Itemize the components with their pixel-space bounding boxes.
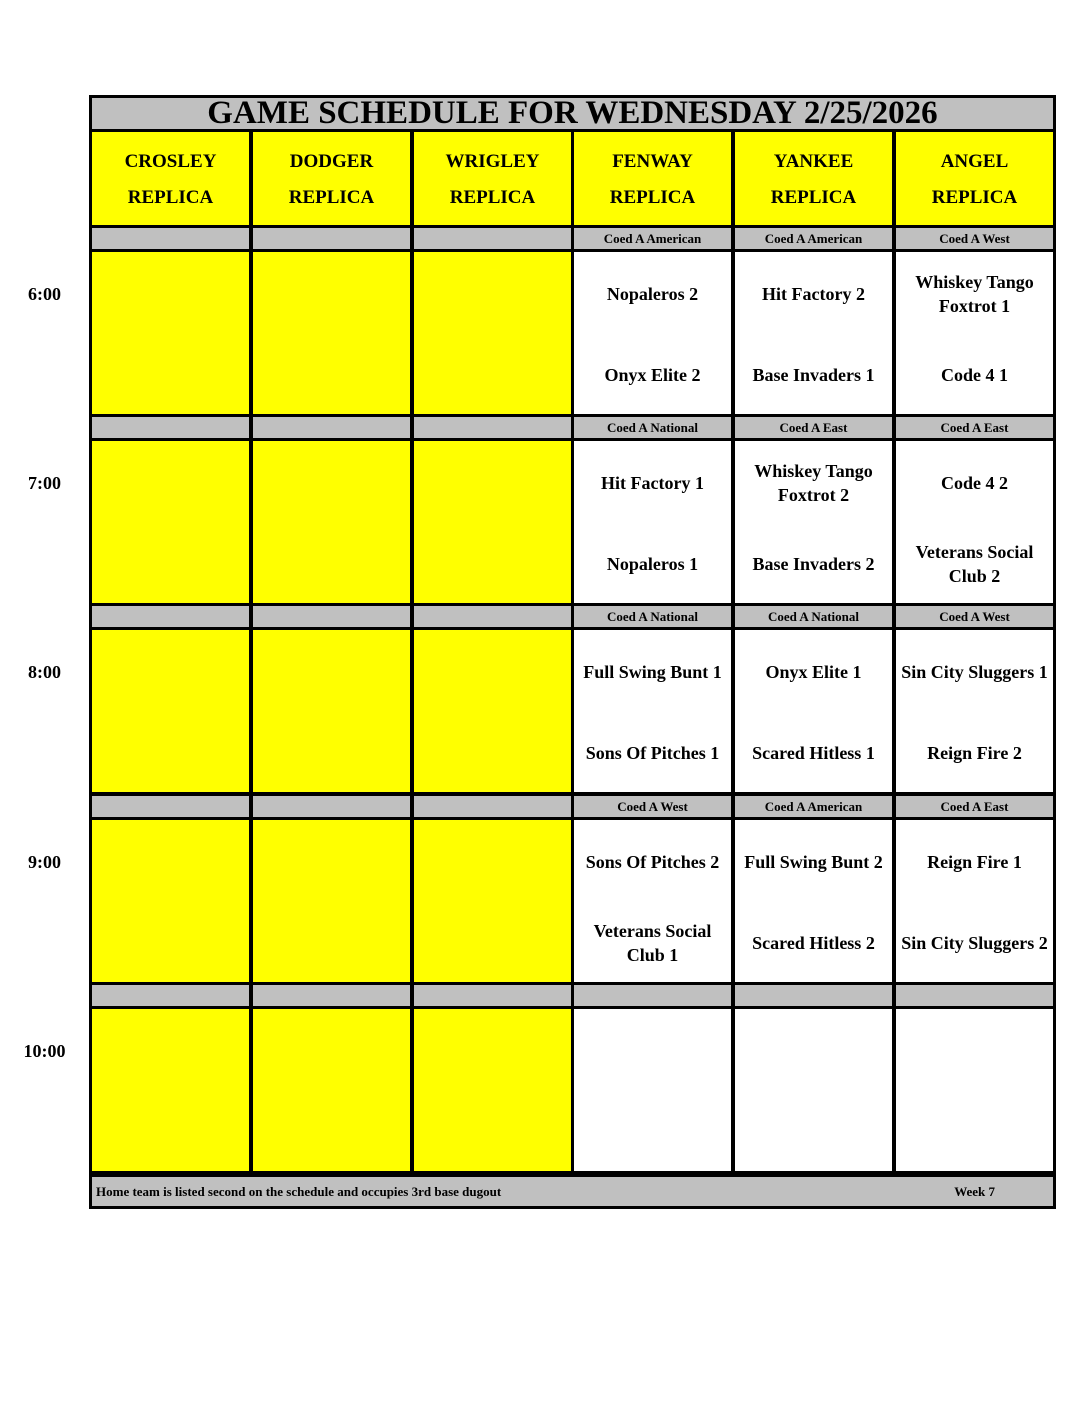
home-team — [574, 1093, 731, 1171]
division-label: Coed A West — [896, 606, 1053, 627]
division-label: Coed A National — [574, 417, 731, 438]
field-subtitle: REPLICA — [127, 187, 214, 208]
division-band — [253, 417, 410, 438]
unused-field-cell — [253, 820, 410, 982]
field-header-4 — [735, 132, 892, 225]
field-subtitle: REPLICA — [609, 187, 696, 208]
home-team: Scared Hitless 2 — [752, 933, 875, 953]
schedule-table — [89, 95, 1056, 1209]
division-band — [253, 606, 410, 627]
field-name: DODGER — [289, 151, 374, 172]
division-label: Coed A American — [574, 228, 731, 249]
footer-note: Home team is listed second on the schedule and occupies 3rd base dugout — [96, 1183, 502, 1199]
division-band — [92, 228, 249, 249]
field-name: ANGEL — [940, 151, 1009, 172]
game-cell — [735, 441, 892, 603]
away-team: Sin City Sluggers 1 — [901, 662, 1048, 682]
game-cell — [735, 1009, 892, 1171]
home-team: Code 4 1 — [941, 365, 1008, 385]
away-team — [735, 1009, 892, 1093]
home-team: Nopaleros 1 — [606, 554, 699, 574]
away-team: Code 4 2 — [941, 473, 1008, 493]
division-label: Coed A East — [735, 417, 892, 438]
home-team: Onyx Elite 2 — [604, 365, 701, 385]
week-label: Week 7 — [954, 1183, 995, 1199]
game-cell — [574, 252, 731, 414]
unused-field-cell — [253, 1009, 410, 1171]
away-team: Whiskey Tango Foxtrot 2 — [754, 461, 873, 505]
field-subtitle: REPLICA — [449, 187, 536, 208]
time-label: 6:00 — [28, 284, 61, 304]
field-name: WRIGLEY — [445, 151, 540, 172]
field-name: CROSLEY — [124, 151, 217, 172]
home-team: Sin City Sluggers 2 — [901, 933, 1048, 953]
division-label: Coed A East — [896, 417, 1053, 438]
division-band — [253, 796, 410, 817]
time-label: 8:00 — [28, 662, 61, 682]
field-header-0 — [92, 132, 249, 225]
game-cell — [896, 1009, 1053, 1171]
away-team: Reign Fire 1 — [927, 852, 1022, 872]
away-team: Sons Of Pitches 2 — [585, 852, 720, 872]
division-label — [896, 985, 1053, 1006]
unused-field-cell — [414, 441, 571, 603]
game-cell — [574, 1009, 731, 1171]
time-label: 10:00 — [23, 1041, 66, 1061]
unused-field-cell — [92, 630, 249, 792]
unused-field-cell — [92, 820, 249, 982]
unused-field-cell — [92, 252, 249, 414]
home-team: Base Invaders 1 — [752, 365, 875, 385]
home-team — [896, 1093, 1053, 1171]
away-team: Onyx Elite 1 — [765, 662, 862, 682]
unused-field-cell — [253, 441, 410, 603]
unused-field-cell — [414, 820, 571, 982]
division-band — [92, 985, 249, 1006]
division-label: Coed A West — [574, 796, 731, 817]
field-header-3 — [574, 132, 731, 225]
time-label: 9:00 — [28, 852, 61, 872]
home-team: Sons Of Pitches 1 — [585, 743, 720, 763]
division-band — [253, 985, 410, 1006]
division-band — [414, 985, 571, 1006]
home-team: Base Invaders 2 — [752, 554, 875, 574]
game-cell — [896, 630, 1053, 792]
division-label — [574, 985, 731, 1006]
unused-field-cell — [92, 441, 249, 603]
home-team: Veterans Social Club 1 — [593, 921, 712, 965]
field-header-5 — [896, 132, 1053, 225]
field-subtitle: REPLICA — [770, 187, 857, 208]
division-band — [414, 417, 571, 438]
home-team — [735, 1093, 892, 1171]
game-cell — [735, 630, 892, 792]
division-label: Coed A National — [735, 606, 892, 627]
division-label: Coed A American — [735, 228, 892, 249]
unused-field-cell — [414, 630, 571, 792]
division-label: Coed A East — [896, 796, 1053, 817]
home-team: Scared Hitless 1 — [752, 743, 875, 763]
home-team: Veterans Social Club 2 — [915, 542, 1034, 586]
division-label: Coed A National — [574, 606, 731, 627]
away-team: Hit Factory 1 — [601, 473, 704, 493]
division-band — [253, 228, 410, 249]
footer-bar — [92, 1177, 1053, 1206]
division-band — [414, 606, 571, 627]
division-label: Coed A West — [896, 228, 1053, 249]
schedule-title: GAME SCHEDULE FOR WEDNESDAY 2/25/2026 — [92, 98, 1053, 129]
game-cell — [735, 820, 892, 982]
field-header-1 — [253, 132, 410, 225]
away-team: Nopaleros 2 — [606, 284, 699, 304]
game-cell — [896, 820, 1053, 982]
unused-field-cell — [92, 1009, 249, 1171]
division-band — [92, 606, 249, 627]
away-team: Full Swing Bunt 1 — [583, 662, 722, 682]
game-cell — [574, 441, 731, 603]
game-cell — [896, 252, 1053, 414]
home-team: Reign Fire 2 — [927, 743, 1022, 763]
unused-field-cell — [253, 252, 410, 414]
away-team — [574, 1009, 731, 1093]
away-team — [896, 1009, 1053, 1093]
game-cell — [735, 252, 892, 414]
division-label: Coed A American — [735, 796, 892, 817]
away-team: Full Swing Bunt 2 — [744, 852, 883, 872]
field-name: YANKEE — [773, 151, 854, 172]
division-band — [92, 417, 249, 438]
division-band — [414, 796, 571, 817]
game-cell — [574, 820, 731, 982]
division-band — [92, 796, 249, 817]
field-subtitle: REPLICA — [288, 187, 375, 208]
unused-field-cell — [253, 630, 410, 792]
away-team: Hit Factory 2 — [762, 284, 865, 304]
division-label — [735, 985, 892, 1006]
field-name: FENWAY — [612, 151, 693, 172]
division-band — [414, 228, 571, 249]
unused-field-cell — [414, 1009, 571, 1171]
away-team: Whiskey Tango Foxtrot 1 — [915, 272, 1034, 316]
field-subtitle: REPLICA — [931, 187, 1018, 208]
game-cell — [574, 630, 731, 792]
field-header-2 — [414, 132, 571, 225]
unused-field-cell — [414, 252, 571, 414]
game-cell — [896, 441, 1053, 603]
time-label: 7:00 — [28, 473, 61, 493]
